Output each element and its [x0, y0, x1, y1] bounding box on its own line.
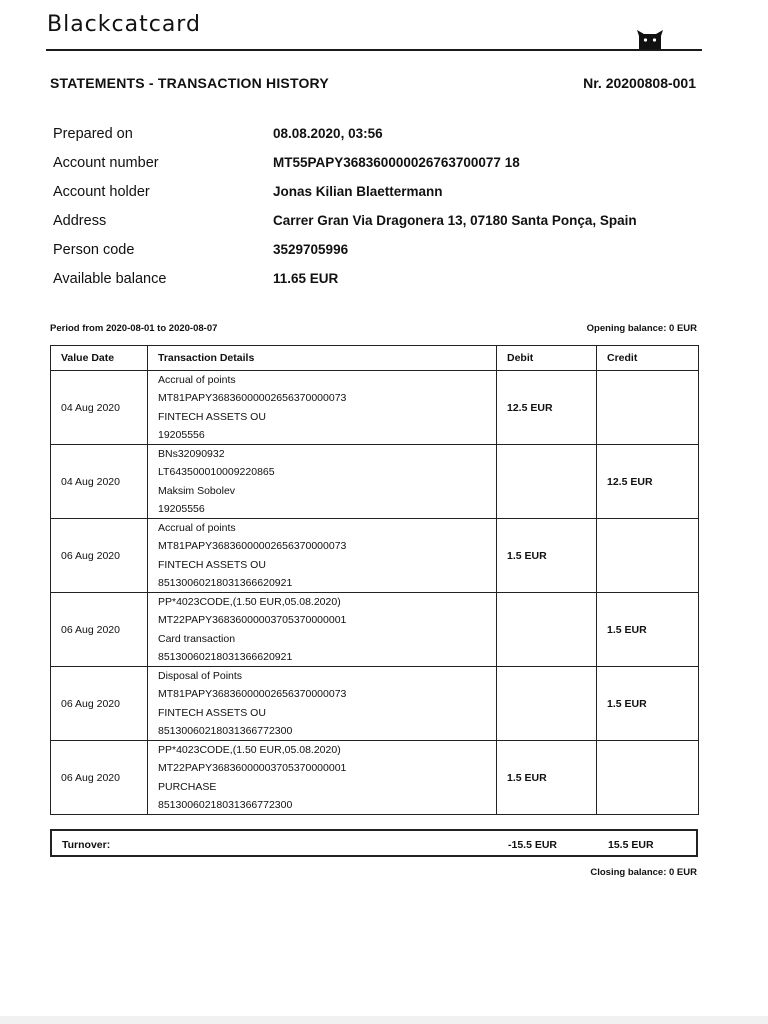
credit-cell: 12.5 EUR: [597, 445, 699, 519]
info-label: Available balance: [53, 271, 167, 287]
info-label: Prepared on: [53, 126, 133, 142]
info-value: MT55PAPY368360000026763700077 18: [273, 155, 520, 170]
value-date-cell: 06 Aug 2020: [51, 593, 148, 667]
page-bottom-edge: [0, 1016, 768, 1024]
detail-line: MT81PAPY36836000002656370000073: [158, 688, 347, 701]
transaction-details-cell: [148, 667, 497, 741]
credit-cell: [597, 519, 699, 593]
transaction-details-cell: [148, 593, 497, 667]
detail-line: LT643500010009220865: [158, 466, 275, 479]
info-value: Jonas Kilian Blaettermann: [273, 184, 443, 199]
table-row: [51, 593, 699, 667]
table-row: [51, 741, 699, 815]
detail-line: FINTECH ASSETS OU: [158, 558, 266, 571]
closing-balance: Closing balance: 0 EUR: [590, 867, 697, 878]
page-title: STATEMENTS - TRANSACTION HISTORY: [50, 75, 329, 91]
turnover-debit: -15.5 EUR: [508, 839, 558, 851]
credit-cell: [597, 741, 699, 815]
table-row: [51, 519, 699, 593]
info-row-prepared-on: [53, 126, 637, 155]
turnover-row: [50, 829, 698, 857]
column-header-credit: Credit: [597, 346, 699, 371]
black-cat-icon: [636, 30, 664, 50]
detail-line: Card transaction: [158, 632, 236, 645]
detail-line: 19205556: [158, 428, 205, 441]
info-row-address: [53, 213, 637, 242]
credit-cell: [597, 371, 699, 445]
detail-line: 85130060218031366772300: [158, 724, 293, 737]
info-row-person-code: [53, 242, 637, 271]
info-row-account-holder: [53, 184, 637, 213]
detail-line: 85130060218031366620921: [158, 650, 293, 663]
detail-line: MT22PAPY36836000003705370000001: [158, 614, 347, 627]
statement-number: Nr. 20200808-001: [583, 75, 696, 91]
info-row-account-number: [53, 155, 637, 184]
value-date-cell: 06 Aug 2020: [51, 519, 148, 593]
info-value: 11.65 EUR: [273, 271, 339, 286]
info-label: Account number: [53, 155, 159, 171]
detail-line: Accrual of points: [158, 522, 236, 535]
detail-line: MT81PAPY36836000002656370000073: [158, 540, 347, 553]
opening-balance: Opening balance: 0 EUR: [586, 323, 697, 334]
table-row: [51, 445, 699, 519]
info-label: Account holder: [53, 184, 150, 200]
detail-line: Maksim Sobolev: [158, 484, 236, 497]
detail-line: FINTECH ASSETS OU: [158, 410, 266, 423]
turnover-label: Turnover:: [62, 839, 111, 851]
info-row-available-balance: [53, 271, 637, 300]
turnover-credit: 15.5 EUR: [608, 839, 654, 851]
detail-line: BNs32090932: [158, 448, 225, 461]
period-range: Period from 2020-08-01 to 2020-08-07: [50, 323, 218, 334]
header-divider: [46, 49, 702, 51]
detail-line: MT81PAPY36836000002656370000073: [158, 392, 347, 405]
debit-cell: 1.5 EUR: [497, 741, 597, 815]
detail-line: 85130060218031366772300: [158, 798, 293, 811]
info-label: Person code: [53, 242, 135, 258]
transaction-details-cell: [148, 519, 497, 593]
detail-line: MT22PAPY36836000003705370000001: [158, 762, 347, 775]
detail-line: PURCHASE: [158, 780, 217, 793]
table-row: [51, 667, 699, 741]
table-row: [51, 371, 699, 445]
info-value: Carrer Gran Via Dragonera 13, 07180 Santa Ponça, Spain: [273, 213, 637, 228]
detail-line: 85130060218031366620921: [158, 576, 293, 589]
detail-line: Disposal of Points: [158, 670, 243, 683]
value-date-cell: 04 Aug 2020: [51, 371, 148, 445]
column-header-debit: Debit: [497, 346, 597, 371]
value-date-cell: 06 Aug 2020: [51, 741, 148, 815]
info-value: 08.08.2020, 03:56: [273, 126, 383, 141]
debit-cell: [497, 593, 597, 667]
debit-cell: [497, 445, 597, 519]
credit-cell: 1.5 EUR: [597, 593, 699, 667]
detail-line: FINTECH ASSETS OU: [158, 706, 266, 719]
detail-line: PP*4023CODE,(1.50 EUR,05.08.2020): [158, 744, 341, 757]
detail-line: PP*4023CODE,(1.50 EUR,05.08.2020): [158, 596, 341, 609]
table-header-row: [51, 346, 699, 371]
account-info: [53, 126, 637, 300]
info-label: Address: [53, 213, 107, 229]
transaction-details-cell: [148, 371, 497, 445]
transactions-table: [50, 345, 699, 815]
value-date-cell: 06 Aug 2020: [51, 667, 148, 741]
credit-cell: 1.5 EUR: [597, 667, 699, 741]
info-value: 3529705996: [273, 242, 349, 257]
debit-cell: 1.5 EUR: [497, 519, 597, 593]
transactions-body: [51, 371, 699, 815]
value-date-cell: 04 Aug 2020: [51, 445, 148, 519]
brand-name: Blackcatcard: [47, 12, 201, 37]
column-header-transaction-details: Transaction Details: [148, 346, 497, 371]
transaction-details-cell: [148, 445, 497, 519]
debit-cell: 12.5 EUR: [497, 371, 597, 445]
debit-cell: [497, 667, 597, 741]
column-header-value-date: Value Date: [51, 346, 148, 371]
detail-line: 19205556: [158, 502, 205, 515]
transaction-details-cell: [148, 741, 497, 815]
detail-line: Accrual of points: [158, 374, 236, 387]
